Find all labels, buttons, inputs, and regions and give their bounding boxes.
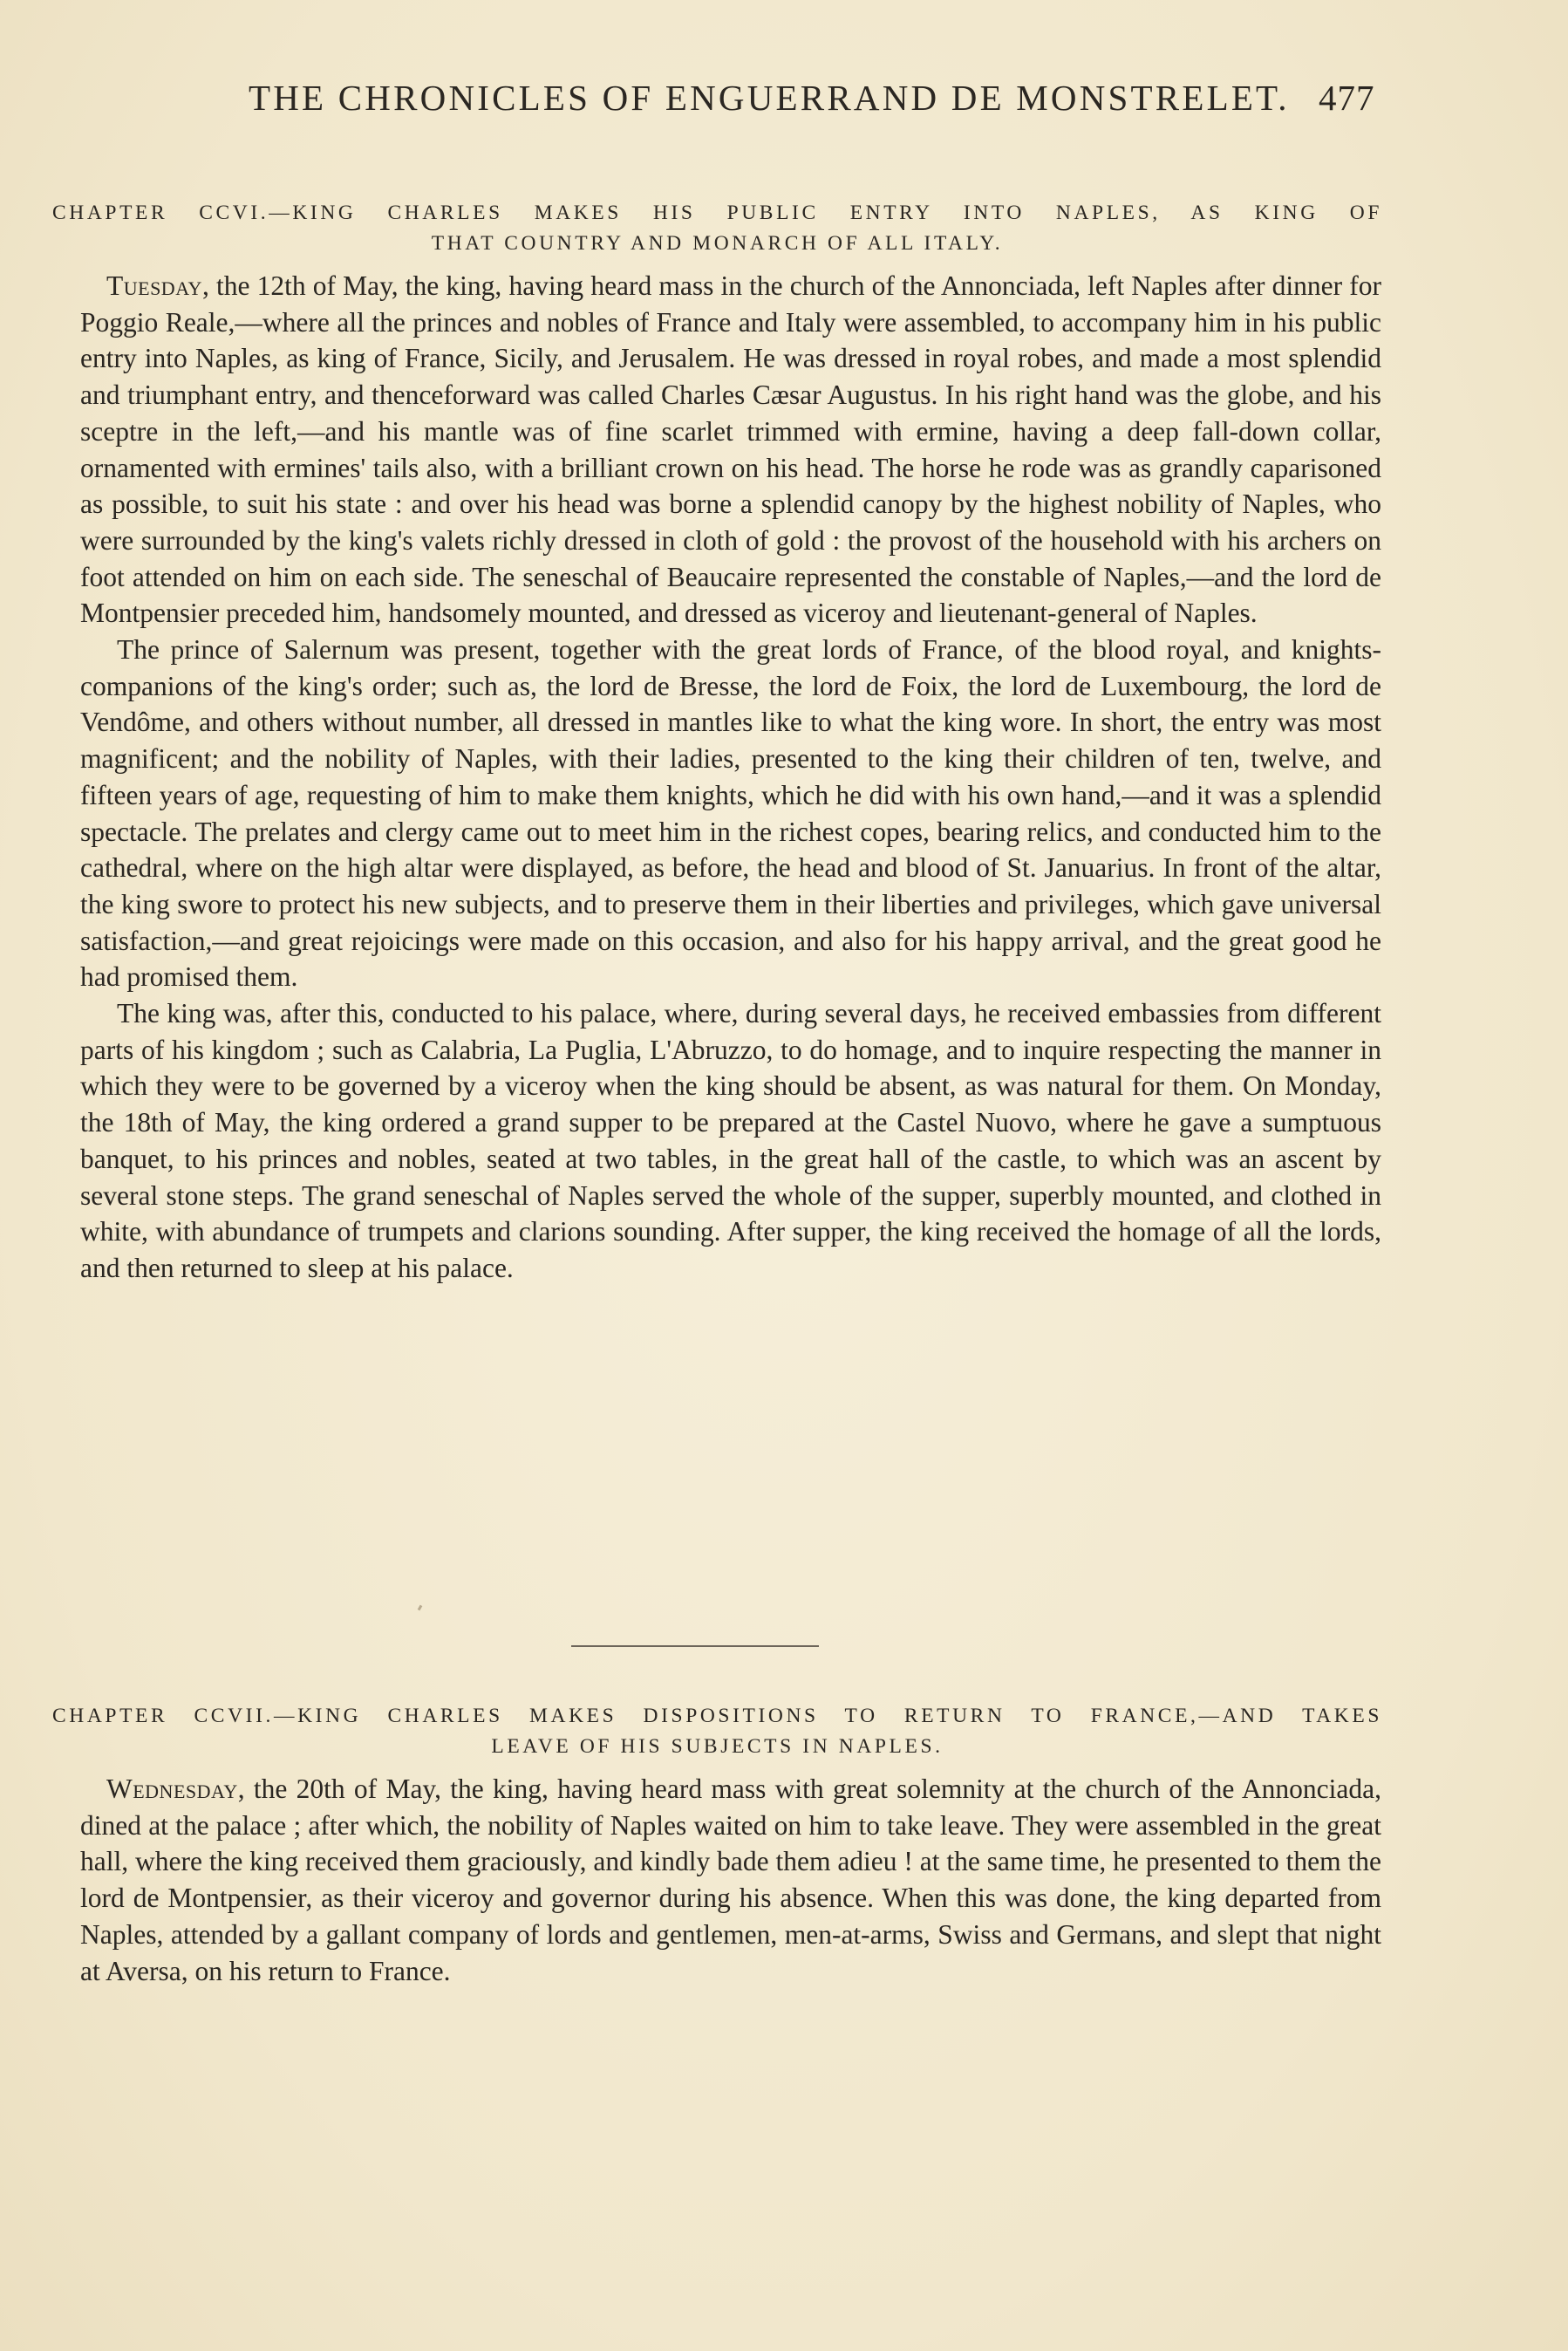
chapter-207-paragraph-1 [80, 1771, 1381, 1989]
chapter-206-paragraph-1-text: , the 12th of May, the king, having heard mass in the church of the Annonciada, left Naples after dinner for Poggio Reale,—where all the princes and nobles of France and Italy were assembled, to accompany him in his public entry into Naples, as king of France, Sicily, and Jerusalem. He was dressed in royal robes, and made a most splendid and triumphant entry, and thenceforward was called Charles Cæsar Augustus. In his right hand was the globe, and his sceptre in the left,—and his mantle was of fine scarlet trimmed with ermine, having a deep fall-down collar, ornamented with ermines' tails also, with a brilliant crown on his head. The horse he rode was as grandly caparisoned as possible, to suit his state : and over his head was borne a splendid canopy by the highest nobility of Naples, who were surrounded by the king's valets richly dressed in cloth of gold : the provost of the household with his archers on foot attended on him on each side. The seneschal of Beaucaire represented the constable of Naples,—and the lord de Montpensier preceded him, handsomely mounted, and dressed as viceroy and lieutenant-general of Naples. [80, 270, 1381, 629]
chapter-206-paragraph-2: The prince of Salernum was present, together with the great lords of France, of the blood royal, and knights-companions of the king's order; such as, the lord de Bresse, the lord de Foix, the lord de Luxembourg, the lord de Vendôme, and others without number, all dressed in mantles like to what the king wore. In short, the entry was most magnificent; and the nobility of Naples, with their ladies, presented to the king their children of ten, twelve, and fifteen years of age, requesting of him to make them knights, which he did with his own hand,—and it was a splendid spectacle. The prelates and clergy came out to meet him in the richest copes, bearing relics, and conducted him to the cathedral, where on the high altar were displayed, as before, the head and blood of St. Januarius. In front of the altar, the king swore to protect his new subjects, and to preserve them in their liberties and privileges, which gave universal satisfaction,—and great rejoicings were made on this occasion, and also for his happy arrival, and the great good he had promised them. [80, 634, 1381, 993]
chapter-206-body [80, 268, 1381, 1287]
chapter-206-paragraph-1 [80, 268, 1381, 632]
chapter-206-heading-line1: CHAPTER CCVI.—KING CHARLES MAKES HIS PUBLIC ENTRY INTO NAPLES, AS KING OF [52, 202, 1382, 224]
running-title: THE CHRONICLES OF ENGUERRAND DE MONSTRELET. [249, 78, 1290, 118]
chapter-207-body [80, 1771, 1381, 1989]
section-divider [571, 1645, 819, 1647]
chapter-207-paragraph-1-text: , the 20th of May, the king, having heard mass with great solemnity at the church of the Annonciada, dined at the palace ; after which, the nobility of Naples waited on him to take leave. They were assembled in the great hall, where the king received them graciously, and kindly bade them adieu ! at the same time, he presented to them the lord de Montpensier, as their viceroy and governor during his absence. When this was done, the king departed from Naples, attended by a gallant company of lords and gentlemen, men-at-arms, Swiss and Germans, and slept that night at Aversa, on his return to France. [80, 1774, 1381, 1986]
chapter-206-heading-line2: THAT COUNTRY AND MONARCH OF ALL ITALY. [431, 232, 1004, 255]
running-head [0, 77, 1568, 129]
page-blemish [418, 1605, 423, 1611]
chapter-207-heading [52, 1701, 1382, 1762]
chapter-206-paragraph-3: The king was, after this, conducted to his palace, where, during several days, he received embassies from different parts of his kingdom ; such as Calabria, La Puglia, L'Abruzzo, to do homage, and to inquire respecting the manner in which they were to be governed by a viceroy when the king should be absent, as was natural for them. On Monday, the 18th of May, the king ordered a grand supper to be prepared at the Castel Nuovo, where he gave a sumptuous banquet, to his princes and nobles, seated at two tables, in the great hall of the castle, to which was an ascent by several stone steps. The grand seneschal of Naples served the whole of the supper, superbly mounted, and clothed in white, with abundance of trumpets and clarions sounding. After supper, the king received the homage of all the lords, and then returned to sleep at his palace. [80, 998, 1381, 1283]
chapter-207-opening-word: Wednesday [106, 1774, 238, 1804]
chapter-206-heading [52, 198, 1382, 259]
chapter-207-heading-line2: LEAVE OF HIS SUBJECTS IN NAPLES. [491, 1735, 944, 1758]
page-number: 477 [1319, 78, 1375, 118]
chapter-207-heading-line1: CHAPTER CCVII.—KING CHARLES MAKES DISPOSITIONS TO RETURN TO FRANCE,—AND TAKES [52, 1705, 1382, 1727]
chapter-206-opening-word: Tuesday [106, 270, 202, 301]
